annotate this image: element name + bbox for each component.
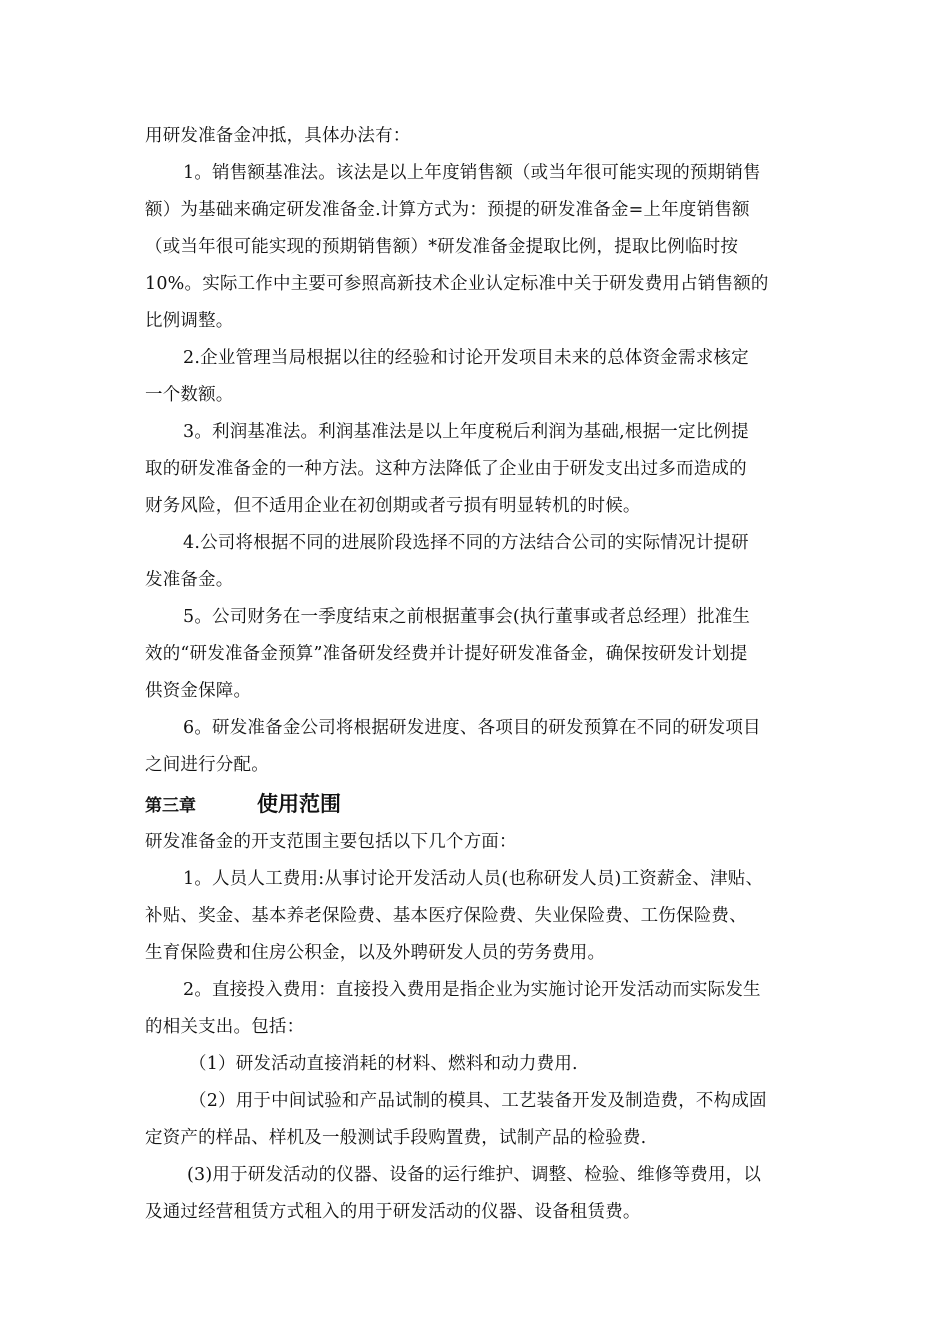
paragraph-line: （或当年很可能实现的预期销售额）*研发准备金提取比例，提取比例临时按 xyxy=(145,237,739,257)
paragraph-line: 用研发准备金冲抵，具体办法有： xyxy=(145,126,411,146)
paragraph-line: 1。人员人工费用:从事讨论开发活动人员(也称研发人员)工资薪金、津贴、 xyxy=(183,869,764,889)
chapter-number: 第三章 xyxy=(145,796,196,816)
paragraph-line: 比例调整。 xyxy=(145,311,234,331)
paragraph-line: 的相关支出。包括： xyxy=(145,1017,305,1037)
paragraph-line: 发准备金。 xyxy=(145,570,234,590)
paragraph-line: (3)用于研发活动的仪器、设备的运行维护、调整、检验、维修等费用，以 xyxy=(187,1165,762,1185)
paragraph-line: 2.企业管理当局根据以往的经验和讨论开发项目未来的总体资金需求核定 xyxy=(183,348,749,368)
paragraph-line: 4.公司将根据不同的进展阶段选择不同的方法结合公司的实际情况计提研 xyxy=(183,533,749,553)
paragraph-line: 生育保险费和住房公积金，以及外聘研发人员的劳务费用。 xyxy=(145,943,606,963)
paragraph-line: 之间进行分配。 xyxy=(145,755,269,775)
paragraph-line: 供资金保障。 xyxy=(145,681,252,701)
paragraph-line: 效的“研发准备金预算”准备研发经费并计提好研发准备金，确保按研发计划提 xyxy=(145,644,748,664)
paragraph-line: 3。利润基准法。利润基准法是以上年度税后利润为基础,根据一定比例提 xyxy=(183,422,749,442)
chapter-heading xyxy=(145,784,817,824)
chapter-title: 使用范围 xyxy=(257,792,341,816)
paragraph-line: 财务风险，但不适用企业在初创期或者亏损有明显转机的时候。 xyxy=(145,496,641,516)
paragraph-line: 6。研发准备金公司将根据研发进度、各项目的研发预算在不同的研发项目 xyxy=(183,718,761,738)
paragraph-line: 一个数额。 xyxy=(145,385,234,405)
paragraph-line: 10%。实际工作中主要可参照高新技术企业认定标准中关于研发费用占销售额的 xyxy=(145,274,769,294)
paragraph-line: 研发准备金的开支范围主要包括以下几个方面： xyxy=(145,832,517,852)
paragraph-line: 及通过经营租赁方式租入的用于研发活动的仪器、设备租赁费。 xyxy=(145,1202,641,1222)
paragraph-line: （1）研发活动直接消耗的材料、燃料和动力费用. xyxy=(189,1054,578,1074)
paragraph-line: 取的研发准备金的一种方法。这种方法降低了企业由于研发支出过多而造成的 xyxy=(145,459,747,479)
paragraph-line: 1。销售额基准法。该法是以上年度销售额（或当年很可能实现的预期销售 xyxy=(183,163,761,183)
paragraph-line: 额）为基础来确定研发准备金.计算方式为：预提的研发准备金=上年度销售额 xyxy=(145,200,750,220)
paragraph-line: 补贴、奖金、基本养老保险费、基本医疗保险费、失业保险费、工伤保险费、 xyxy=(145,906,747,926)
paragraph-line: 2。直接投入费用：直接投入费用是指企业为实施讨论开发活动而实际发生 xyxy=(183,980,761,1000)
paragraph-line: （2）用于中间试验和产品试制的模具、工艺装备开发及制造费，不构成固 xyxy=(189,1091,767,1111)
paragraph-line: 5。公司财务在一季度结束之前根据董事会(执行董事或者总经理）批准生 xyxy=(183,607,751,627)
paragraph-line: 定资产的样品、样机及一般测试手段购置费，试制产品的检验费. xyxy=(145,1128,647,1148)
document-page xyxy=(145,118,817,1231)
